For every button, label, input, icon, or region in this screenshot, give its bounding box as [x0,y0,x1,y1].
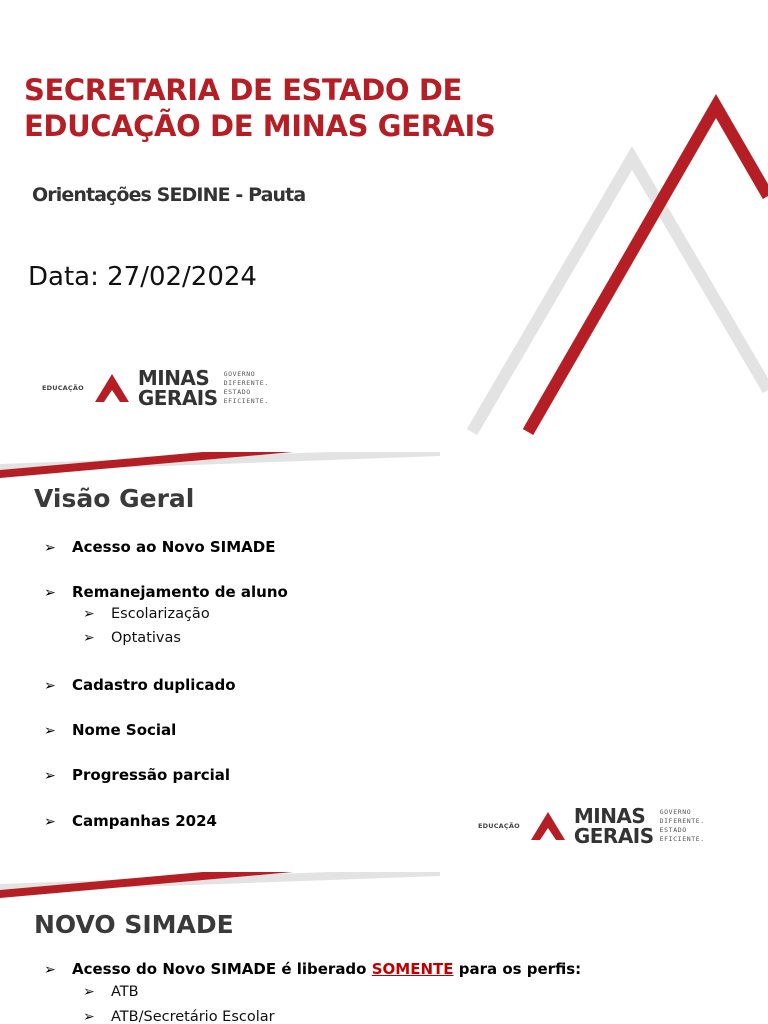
agenda-item [44,721,464,766]
agenda-item-label: Remanejamento de aluno [72,583,288,601]
logo-wordmark-line-2: GERAIS [137,386,218,410]
logo-tagline-1: GOVERNO [223,370,256,378]
bullet-arrow-icon: ➢ [44,962,56,978]
agenda-item [44,676,464,721]
logo-tagline-3: ESTADO [659,826,687,834]
access-statement-text: Acesso do Novo SIMADE é liberado [72,960,367,978]
bullet-arrow-icon: ➢ [83,1009,95,1024]
access-statement-highlight: SOMENTE [371,960,454,978]
minas-gerais-logo [478,806,705,846]
logo-education-label: EDUCAÇÃO [42,384,84,392]
agenda-item-label: Cadastro duplicado [72,676,236,694]
agenda-item [44,538,464,583]
logo-tagline-4: EFICIENTE. [659,835,705,843]
slide-title-line-1: SECRETARIA DE ESTADO DE [24,73,462,107]
bullet-arrow-icon: ➢ [44,814,56,830]
logo-tagline-2: DIFERENTE. [659,817,705,825]
slide-title: NOVO SIMADE [34,910,234,939]
slide-subtitle: Orientações SEDINE - Pauta [32,184,306,206]
bullet-arrow-icon: ➢ [44,540,56,556]
agenda-list [44,538,464,842]
logo-tagline-4: EFICIENTE. [223,397,269,405]
profile-item [83,1009,275,1024]
profile-item-label: ATB/Secretário Escolar [111,1009,275,1024]
minas-gerais-logo [42,368,269,408]
logo-wordmark [574,806,654,846]
profile-list [83,984,275,1024]
logo-wordmark [138,368,218,408]
agenda-item-label: Progressão parcial [72,766,231,784]
agenda-subitem [83,630,464,654]
agenda-item-label: Acesso ao Novo SIMADE [72,538,276,556]
bullet-arrow-icon: ➢ [44,723,56,739]
agenda-subitem-label: Optativas [111,630,181,646]
agenda-sublist [83,606,464,654]
agenda-subitem-label: Escolarização [111,606,210,622]
logo-tagline-1: GOVERNO [659,808,692,816]
profile-item [83,984,275,1009]
agenda-item-label: Campanhas 2024 [72,812,217,830]
mountain-logo-icon [94,372,130,404]
meeting-date: Data: 27/02/2024 [28,262,257,292]
title-slide [0,0,768,452]
agenda-item [44,583,464,676]
access-statement-tail: para os perfis: [458,960,582,978]
bullet-arrow-icon: ➢ [83,984,95,1000]
slide-title: Visão Geral [34,484,195,513]
access-statement [44,960,581,978]
agenda-subitem [83,606,464,630]
agenda-item [44,766,464,812]
bullet-arrow-icon: ➢ [83,630,95,646]
logo-tagline-2: DIFERENTE. [223,379,269,387]
logo-tagline [224,370,269,406]
logo-wordmark-line-2: GERAIS [573,824,654,848]
slide-title-line-2: EDUCAÇÃO DE MINAS GERAIS [24,109,496,143]
logo-tagline-3: ESTADO [223,388,251,396]
bullet-arrow-icon: ➢ [44,585,56,601]
bullet-arrow-icon: ➢ [44,678,56,694]
logo-wordmark-line-1: MINAS [573,804,646,828]
profile-item-label: ATB [111,984,139,1000]
mountain-logo-icon [530,810,566,842]
agenda-item-label: Nome Social [72,721,177,739]
slide-title [24,72,584,144]
header-stripe-decoration [0,872,768,912]
logo-tagline [660,808,705,844]
agenda-item [44,812,464,842]
logo-education-label: EDUCAÇÃO [478,822,520,830]
bullet-arrow-icon: ➢ [83,606,95,622]
novo-simade-slide [0,872,768,1024]
logo-wordmark-line-1: MINAS [137,366,210,390]
bullet-arrow-icon: ➢ [44,768,56,784]
